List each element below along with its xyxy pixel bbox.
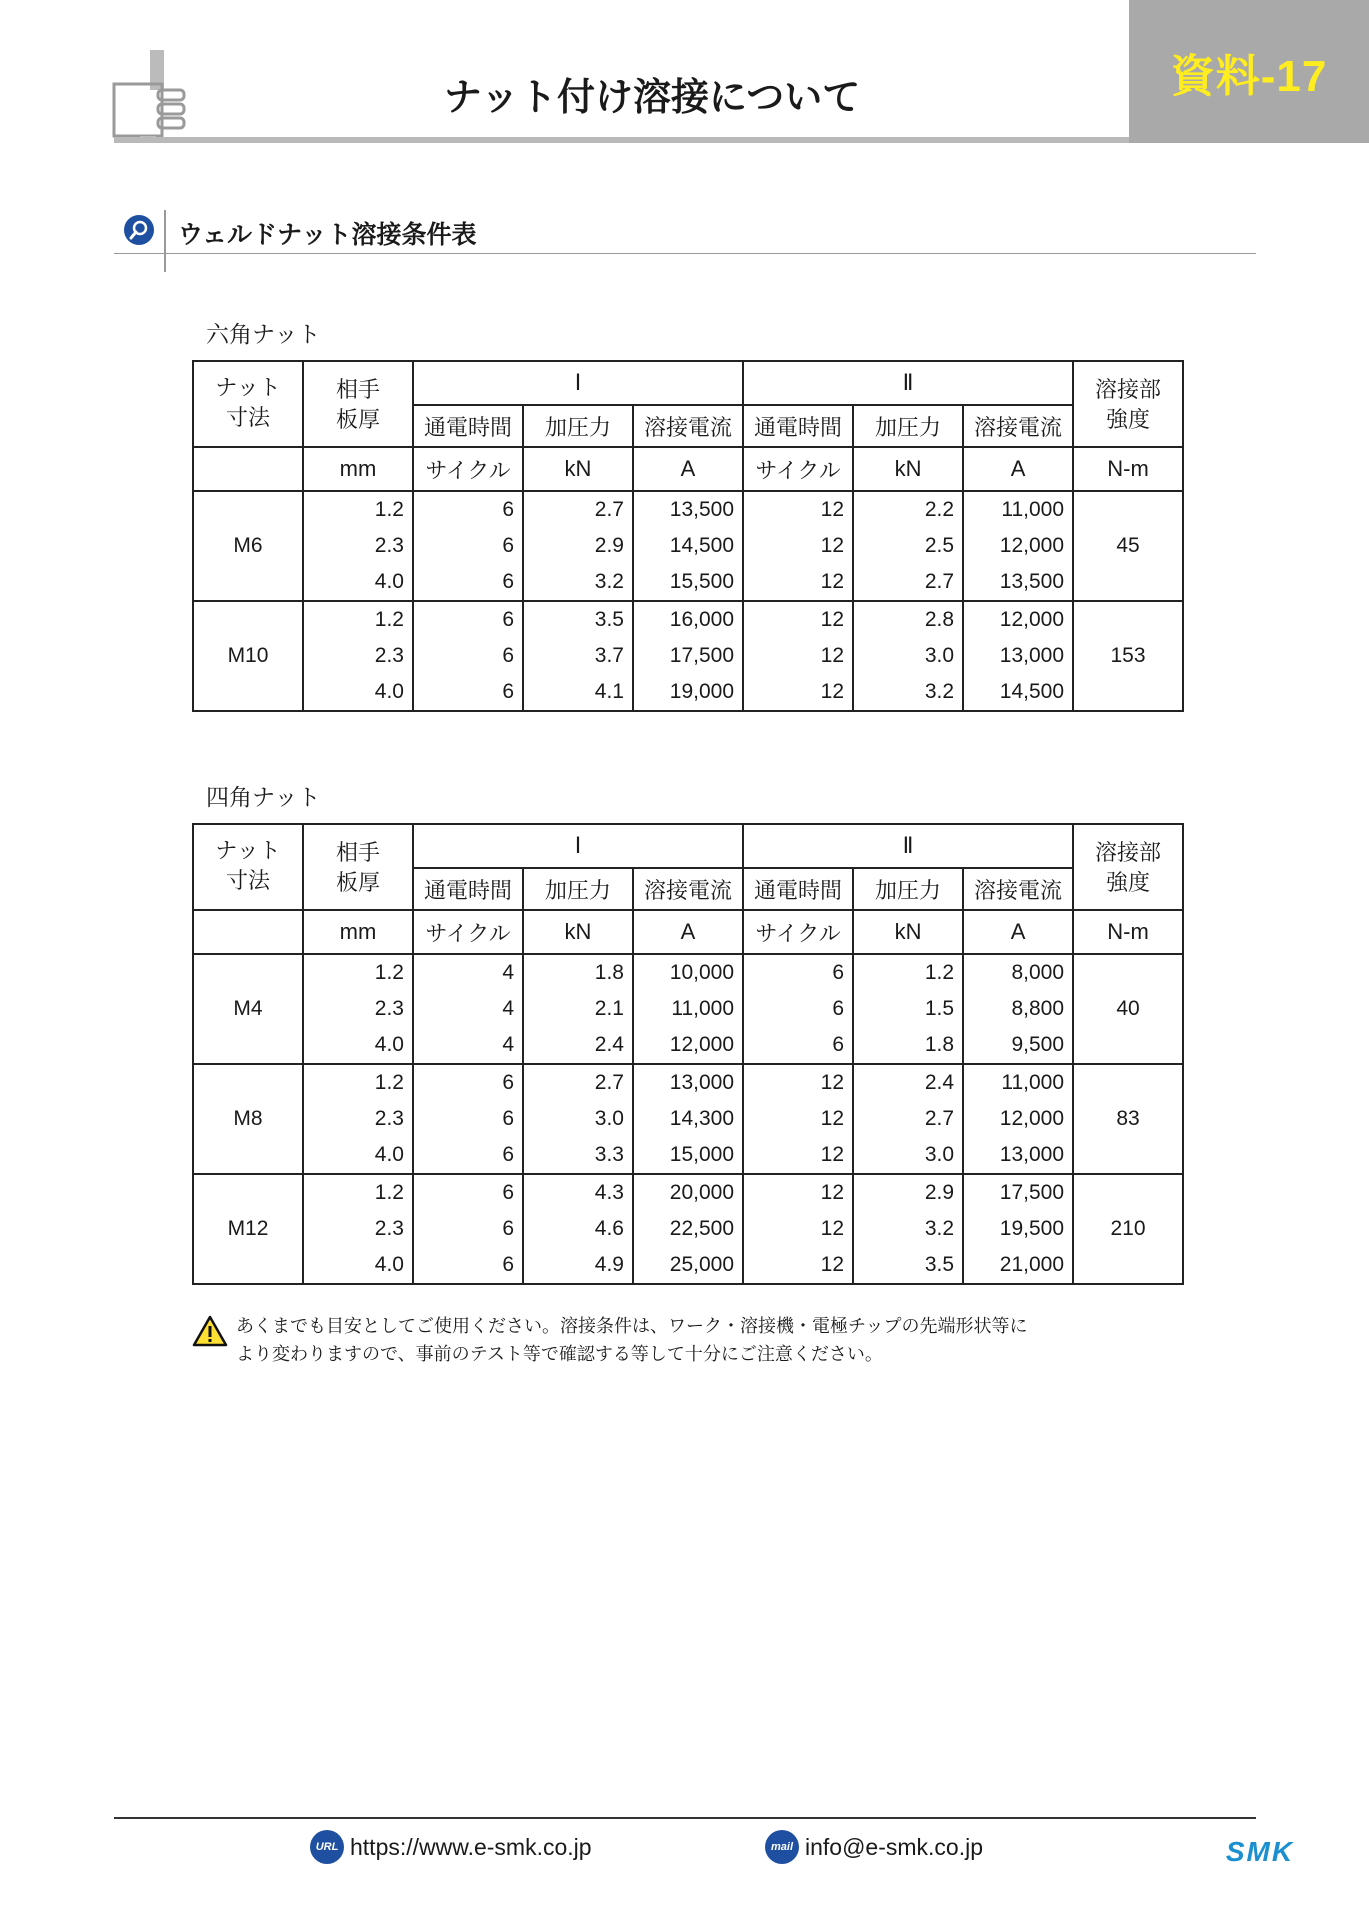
header-time-2: 通電時間 xyxy=(743,405,853,447)
nut-size-cell: M4 xyxy=(193,954,303,1064)
unit-a-2: A xyxy=(963,910,1073,954)
header-time-1: 通電時間 xyxy=(413,405,523,447)
table-cell: 12 xyxy=(743,674,853,711)
unit-cycle-1: サイクル xyxy=(413,910,523,954)
table-cell: 1.2 xyxy=(303,1174,413,1211)
table-cell: 6 xyxy=(413,1101,523,1137)
weld-strength-cell: 153 xyxy=(1073,601,1183,711)
header-nut-size: ナット 寸法 xyxy=(193,824,303,910)
section-title: ウェルドナット溶接条件表 xyxy=(178,220,477,249)
hex-table-label: 六角ナット xyxy=(206,322,321,348)
unit-nm: N-m xyxy=(1073,447,1183,491)
header-force-2: 加圧力 xyxy=(853,868,963,910)
table-row xyxy=(193,1064,1183,1101)
caution-note xyxy=(236,1313,1027,1369)
table-cell: 14,300 xyxy=(633,1101,743,1137)
unit-a-1: A xyxy=(633,447,743,491)
table-row xyxy=(193,1027,1183,1064)
footer-email[interactable] xyxy=(765,1830,983,1864)
table-cell: 11,000 xyxy=(963,1064,1073,1101)
square-nut-table xyxy=(192,823,1184,1285)
header-current-1: 溶接電流 xyxy=(633,405,743,447)
table-cell: 12 xyxy=(743,528,853,564)
table-cell: 3.0 xyxy=(523,1101,633,1137)
table-cell: 3.7 xyxy=(523,638,633,674)
table-cell: 12,000 xyxy=(633,1027,743,1064)
table-cell: 15,500 xyxy=(633,564,743,601)
warning-icon xyxy=(192,1315,228,1347)
table-row xyxy=(193,1211,1183,1247)
table-cell: 3.5 xyxy=(853,1247,963,1284)
table-cell: 2.4 xyxy=(523,1027,633,1064)
table-cell: 6 xyxy=(743,954,853,991)
table-cell: 6 xyxy=(413,1174,523,1211)
nut-size-cell: M6 xyxy=(193,491,303,601)
table-cell: 2.3 xyxy=(303,1101,413,1137)
table-cell: 12,000 xyxy=(963,601,1073,638)
unit-kn-1: kN xyxy=(523,910,633,954)
table-cell: 4 xyxy=(413,991,523,1027)
table-row xyxy=(193,601,1183,638)
table-cell: 2.9 xyxy=(523,528,633,564)
table-cell: 12 xyxy=(743,1247,853,1284)
header-force-2: 加圧力 xyxy=(853,405,963,447)
table-cell: 2.3 xyxy=(303,1211,413,1247)
table-cell: 21,000 xyxy=(963,1247,1073,1284)
table-cell: 1.5 xyxy=(853,991,963,1027)
table-cell: 4.3 xyxy=(523,1174,633,1211)
table-cell: 1.2 xyxy=(303,1064,413,1101)
table-cell: 2.7 xyxy=(523,1064,633,1101)
url-icon: URL xyxy=(310,1830,344,1864)
table-cell: 13,000 xyxy=(963,638,1073,674)
table-cell: 1.8 xyxy=(853,1027,963,1064)
table-cell: 3.3 xyxy=(523,1137,633,1174)
table-cell: 25,000 xyxy=(633,1247,743,1284)
table-cell: 4.0 xyxy=(303,1247,413,1284)
weld-strength-cell: 210 xyxy=(1073,1174,1183,1284)
note-line-2: より変わりますので、事前のテスト等で確認する等して十分にご注意ください。 xyxy=(236,1344,883,1365)
weld-strength-cell: 45 xyxy=(1073,491,1183,601)
table-row xyxy=(193,491,1183,528)
table-row xyxy=(193,564,1183,601)
hex-nut-table xyxy=(192,360,1184,712)
table-cell: 6 xyxy=(413,528,523,564)
table-cell: 6 xyxy=(413,1137,523,1174)
table-cell: 4.0 xyxy=(303,564,413,601)
magnifier-icon xyxy=(123,214,155,246)
table-cell: 14,500 xyxy=(633,528,743,564)
table-cell: 4.9 xyxy=(523,1247,633,1284)
table-cell: 10,000 xyxy=(633,954,743,991)
table-cell: 3.0 xyxy=(853,1137,963,1174)
table-cell: 6 xyxy=(743,1027,853,1064)
table-cell: 14,500 xyxy=(963,674,1073,711)
unit-blank xyxy=(193,447,303,491)
table-cell: 2.8 xyxy=(853,601,963,638)
table-cell: 4.6 xyxy=(523,1211,633,1247)
table-cell: 1.2 xyxy=(303,491,413,528)
header-plate-thickness: 相手 板厚 xyxy=(303,824,413,910)
table-cell: 1.2 xyxy=(303,954,413,991)
section-vertical-rule xyxy=(164,210,166,272)
header-nut-size: ナット 寸法 xyxy=(193,361,303,447)
header-group-2: Ⅱ xyxy=(743,361,1073,405)
table-cell: 12 xyxy=(743,1174,853,1211)
table-cell: 4 xyxy=(413,1027,523,1064)
header-weld-strength: 溶接部 強度 xyxy=(1073,361,1183,447)
table-cell: 2.7 xyxy=(853,564,963,601)
unit-mm: mm xyxy=(303,447,413,491)
table-cell: 19,500 xyxy=(963,1211,1073,1247)
table-cell: 4.1 xyxy=(523,674,633,711)
table-cell: 6 xyxy=(413,491,523,528)
table-cell: 6 xyxy=(413,1211,523,1247)
table-cell: 2.9 xyxy=(853,1174,963,1211)
table-cell: 2.1 xyxy=(523,991,633,1027)
note-line-1: あくまでも目安としてご使用ください。溶接条件は、ワーク・溶接機・電極チップの先端形状等に xyxy=(236,1316,1028,1337)
table-cell: 3.5 xyxy=(523,601,633,638)
table-cell: 2.4 xyxy=(853,1064,963,1101)
table-cell: 12 xyxy=(743,491,853,528)
table-row xyxy=(193,638,1183,674)
header-group-1: Ⅰ xyxy=(413,824,743,868)
table-cell: 12,000 xyxy=(963,1101,1073,1137)
weld-strength-cell: 40 xyxy=(1073,954,1183,1064)
header-force-1: 加圧力 xyxy=(523,868,633,910)
table-cell: 12,000 xyxy=(963,528,1073,564)
table-row xyxy=(193,1247,1183,1284)
square-table-label: 四角ナット xyxy=(206,785,321,811)
unit-kn-2: kN xyxy=(853,910,963,954)
unit-a-1: A xyxy=(633,910,743,954)
table-row xyxy=(193,954,1183,991)
header-current-1: 溶接電流 xyxy=(633,868,743,910)
table-cell: 12 xyxy=(743,1211,853,1247)
table-cell: 3.2 xyxy=(853,1211,963,1247)
table-cell: 6 xyxy=(743,991,853,1027)
thumbs-up-hand-icon xyxy=(110,50,186,140)
table-cell: 15,000 xyxy=(633,1137,743,1174)
table-cell: 13,000 xyxy=(963,1137,1073,1174)
table-cell: 12 xyxy=(743,564,853,601)
table-cell: 20,000 xyxy=(633,1174,743,1211)
table-cell: 2.5 xyxy=(853,528,963,564)
table-cell: 8,800 xyxy=(963,991,1073,1027)
unit-cycle-2: サイクル xyxy=(743,910,853,954)
table-cell: 3.0 xyxy=(853,638,963,674)
table-cell: 12 xyxy=(743,638,853,674)
unit-a-2: A xyxy=(963,447,1073,491)
table-cell: 12 xyxy=(743,601,853,638)
header-force-1: 加圧力 xyxy=(523,405,633,447)
footer-divider xyxy=(114,1817,1256,1819)
table-cell: 4 xyxy=(413,954,523,991)
unit-mm: mm xyxy=(303,910,413,954)
table-row xyxy=(193,1174,1183,1211)
table-cell: 12 xyxy=(743,1101,853,1137)
table-cell: 8,000 xyxy=(963,954,1073,991)
unit-kn-1: kN xyxy=(523,447,633,491)
table-cell: 4.0 xyxy=(303,1137,413,1174)
table-row xyxy=(193,528,1183,564)
url-link[interactable]: https://www.e-smk.co.jp xyxy=(350,1833,592,1860)
table-cell: 2.7 xyxy=(523,491,633,528)
table-cell: 17,500 xyxy=(633,638,743,674)
table-cell: 9,500 xyxy=(963,1027,1073,1064)
nut-size-cell: M8 xyxy=(193,1064,303,1174)
header-time-2: 通電時間 xyxy=(743,868,853,910)
table-cell: 1.8 xyxy=(523,954,633,991)
header-time-1: 通電時間 xyxy=(413,868,523,910)
nut-size-cell: M12 xyxy=(193,1174,303,1284)
doc-number: 資料-17 xyxy=(1170,51,1328,101)
page-title: ナット付け溶接について xyxy=(443,75,861,119)
header-plate-thickness: 相手 板厚 xyxy=(303,361,413,447)
unit-cycle-2: サイクル xyxy=(743,447,853,491)
table-cell: 6 xyxy=(413,1064,523,1101)
table-cell: 6 xyxy=(413,638,523,674)
table-row xyxy=(193,674,1183,711)
email-link[interactable]: info@e-smk.co.jp xyxy=(805,1833,984,1860)
table-row xyxy=(193,991,1183,1027)
table-row xyxy=(193,1137,1183,1174)
unit-kn-2: kN xyxy=(853,447,963,491)
header-divider xyxy=(114,137,1130,143)
table-cell: 13,000 xyxy=(633,1064,743,1101)
header-current-2: 溶接電流 xyxy=(963,868,1073,910)
nut-size-cell: M10 xyxy=(193,601,303,711)
table-cell: 22,500 xyxy=(633,1211,743,1247)
email-icon: mail xyxy=(765,1830,799,1864)
section-horizontal-rule xyxy=(114,253,1256,254)
footer-url[interactable] xyxy=(310,1830,592,1864)
table-cell: 1.2 xyxy=(853,954,963,991)
svg-text:SMK: SMK xyxy=(1225,1836,1295,1866)
table-cell: 12 xyxy=(743,1137,853,1174)
header-group-1: Ⅰ xyxy=(413,361,743,405)
table-cell: 6 xyxy=(413,674,523,711)
table-cell: 2.3 xyxy=(303,528,413,564)
table-cell: 6 xyxy=(413,601,523,638)
table-cell: 2.3 xyxy=(303,991,413,1027)
header-current-2: 溶接電流 xyxy=(963,405,1073,447)
table-cell: 3.2 xyxy=(853,674,963,711)
table-row xyxy=(193,1101,1183,1137)
table-cell: 16,000 xyxy=(633,601,743,638)
header-weld-strength: 溶接部 強度 xyxy=(1073,824,1183,910)
table-cell: 6 xyxy=(413,564,523,601)
unit-nm: N-m xyxy=(1073,910,1183,954)
table-cell: 2.7 xyxy=(853,1101,963,1137)
table-cell: 4.0 xyxy=(303,674,413,711)
unit-cycle-1: サイクル xyxy=(413,447,523,491)
table-cell: 3.2 xyxy=(523,564,633,601)
header-group-2: Ⅱ xyxy=(743,824,1073,868)
table-cell: 13,500 xyxy=(963,564,1073,601)
table-cell: 12 xyxy=(743,1064,853,1101)
table-cell: 11,000 xyxy=(633,991,743,1027)
table-cell: 2.3 xyxy=(303,638,413,674)
table-cell: 17,500 xyxy=(963,1174,1073,1211)
table-cell: 1.2 xyxy=(303,601,413,638)
table-cell: 19,000 xyxy=(633,674,743,711)
table-cell: 11,000 xyxy=(963,491,1073,528)
table-cell: 4.0 xyxy=(303,1027,413,1064)
table-cell: 13,500 xyxy=(633,491,743,528)
doc-number-tab xyxy=(1129,0,1369,143)
table-cell: 2.2 xyxy=(853,491,963,528)
unit-blank xyxy=(193,910,303,954)
table-cell: 6 xyxy=(413,1247,523,1284)
smk-logo xyxy=(1210,1836,1310,1866)
weld-strength-cell: 83 xyxy=(1073,1064,1183,1174)
